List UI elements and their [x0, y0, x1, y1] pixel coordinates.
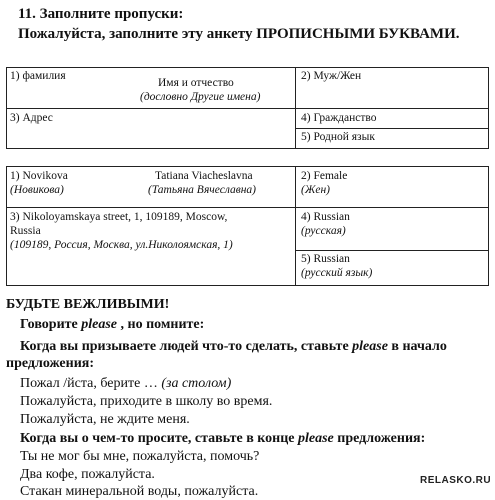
blank-form-row-line-right: [295, 128, 489, 129]
field-citizenship-label: 4) Гражданство: [301, 112, 377, 124]
instruction-caps: ПРОПИСНЫМИ БУКВАМИ.: [256, 26, 460, 42]
citizenship-value: 4) Russian: [301, 211, 350, 223]
example-1: [20, 376, 231, 392]
rule2-word: please: [297, 431, 334, 446]
say-prefix: Говорите: [20, 317, 82, 332]
example-5: Два кофе, пожалуйста.: [20, 467, 155, 482]
gender-value: 2) Female: [301, 170, 348, 182]
surname-value: 1) Novikova: [10, 170, 68, 182]
say-please-line: [20, 317, 204, 333]
language-translation: (русский язык): [301, 267, 373, 279]
example-1-text: Пожал /йста, берите …: [20, 376, 162, 391]
say-suffix: , но помните:: [117, 317, 205, 332]
example-1-note: (за столом): [161, 376, 232, 391]
rule1-prefix: Когда вы призываете людей что-то сделать, ставьте: [20, 339, 353, 354]
address-translation: (109189, Россия, Москва, ул.Николоямская, 1): [10, 239, 233, 251]
example-6: Стакан минеральной воды, пожалуйста.: [20, 484, 259, 499]
rule1-suffix: в начало: [387, 339, 447, 354]
example-2: Пожалуйста, приходите в школу во время.: [20, 394, 273, 409]
address-value-line2: Russia: [10, 225, 41, 237]
blank-form-row-line: [6, 108, 489, 109]
say-word: please: [81, 317, 118, 332]
field-address-label: 3) Адрес: [10, 112, 53, 124]
field-native-language-label: 5) Родной язык: [301, 131, 375, 143]
rule1-line2: предложения:: [6, 356, 95, 371]
rule2-line: [20, 431, 425, 447]
example-3: Пожалуйста, не ждите меня.: [20, 412, 190, 427]
task-title: 11. Заполните пропуски:: [18, 6, 184, 22]
example-4: Ты не мог бы мне, пожалуйста, помочь?: [20, 449, 260, 464]
filled-form-divider: [295, 166, 296, 285]
citizenship-translation: (русская): [301, 225, 346, 237]
field-surname-label: 1) фамилия: [10, 70, 66, 82]
gender-translation: (Жен): [301, 184, 331, 196]
field-name-label: Имя и отчество: [158, 77, 234, 89]
given-names-value: Tatiana Viacheslavna: [155, 170, 253, 182]
language-value: 5) Russian: [301, 253, 350, 265]
field-name-hint: (дословно Другие имена): [140, 91, 261, 103]
instruction-text: Пожалуйста, заполните эту анкету: [18, 26, 257, 42]
field-gender-label: 2) Муж/Жен: [301, 70, 362, 82]
rule2-suffix: предложения:: [333, 431, 426, 446]
rule1-line1: [20, 339, 447, 355]
given-names-translation: (Татьяна Вячеславна): [148, 184, 257, 196]
politeness-heading: БУДЬТЕ ВЕЖЛИВЫМИ!: [6, 297, 170, 312]
task-instruction: [18, 26, 460, 43]
address-value-line1: 3) Nikoloyamskaya street, 1, 109189, Moscow,: [10, 211, 228, 223]
filled-form-row-line: [6, 207, 489, 208]
watermark: RELASKO.RU: [420, 475, 492, 486]
rule2-prefix: Когда вы о чем-то просите, ставьте в конце: [20, 431, 298, 446]
filled-form-row-line-right: [295, 250, 489, 251]
rule1-word: please: [352, 339, 388, 354]
surname-translation: (Новикова): [10, 184, 64, 196]
